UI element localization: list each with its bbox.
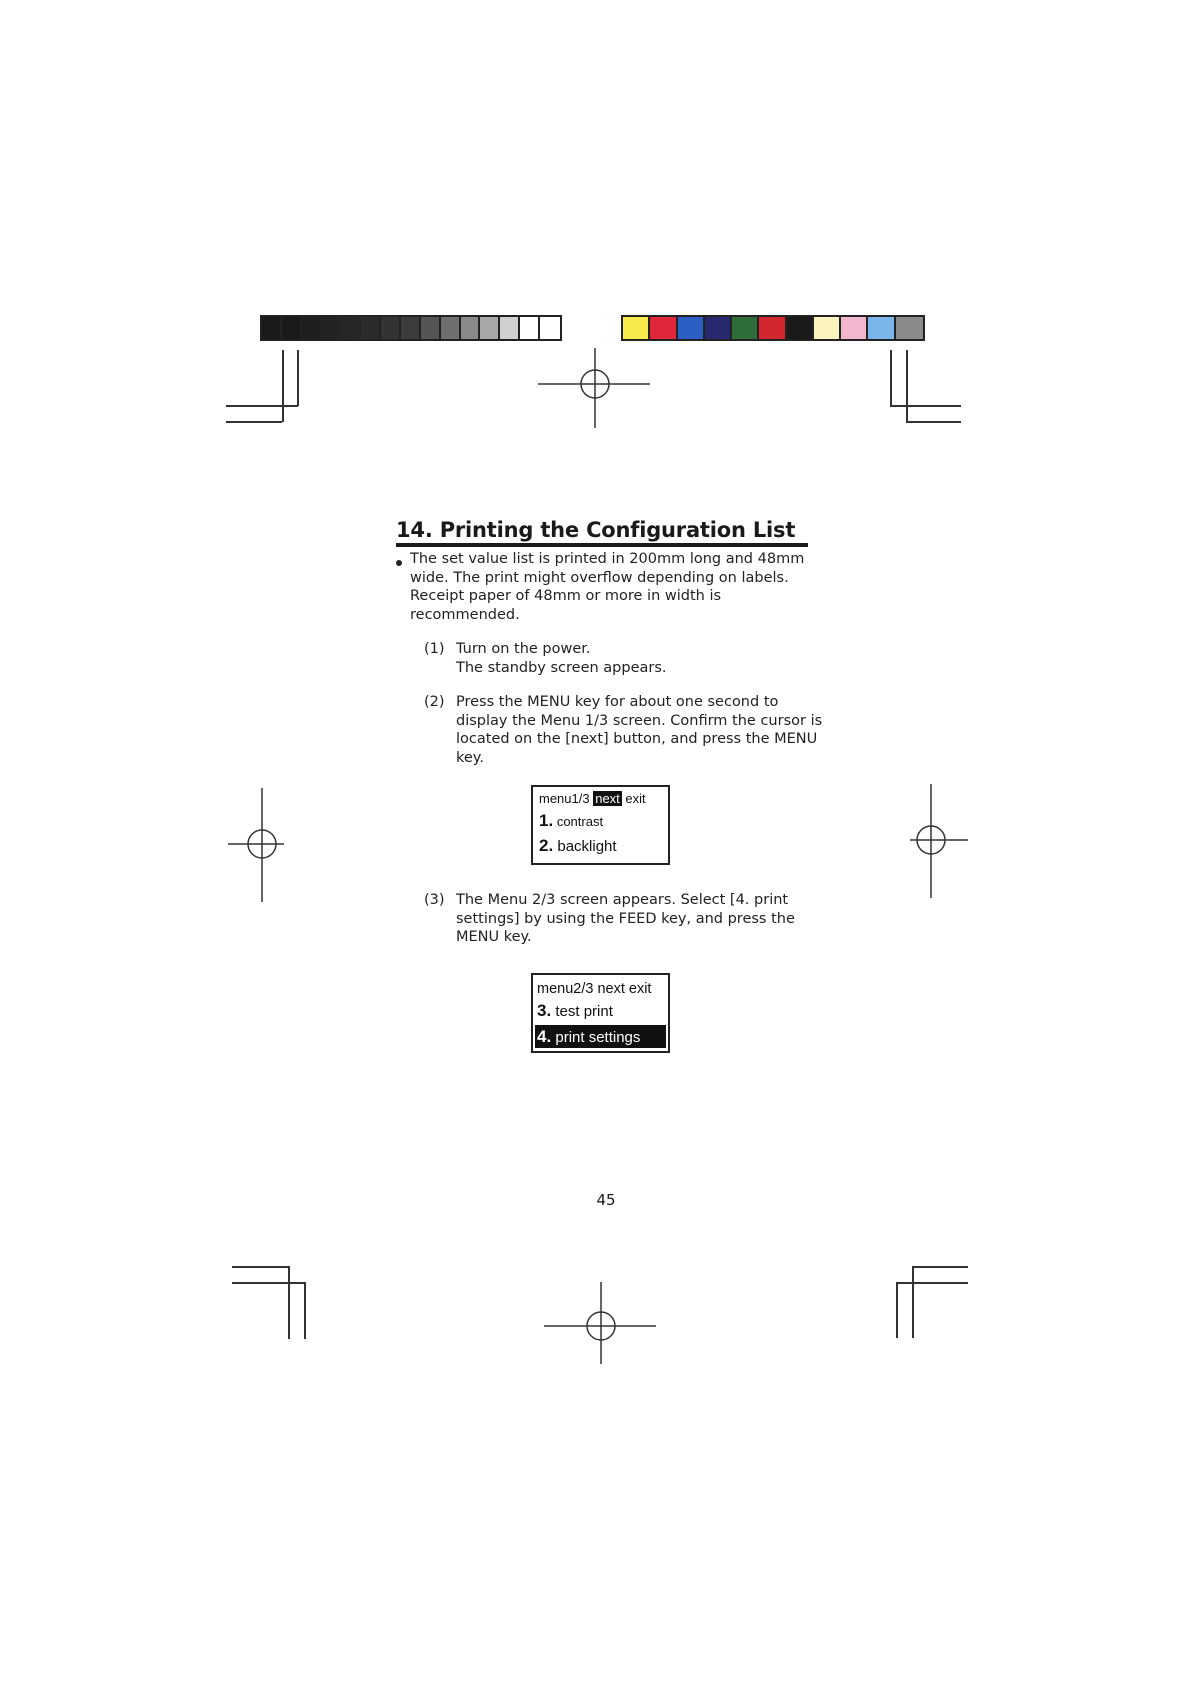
color-swatch [787,317,814,339]
step-text [456,693,826,767]
step-number: (1) [424,641,445,657]
registration-mark-icon [906,784,968,898]
crop-mark [232,1266,288,1268]
crop-mark [304,1282,306,1339]
lcd-header [539,790,646,807]
lcd-menu-item-print-settings[interactable]: 4. print settings [535,1025,666,1048]
crop-mark [282,350,284,422]
color-swatch [759,317,786,339]
step-line: display the Menu 1/3 screen. Confirm the cursor is [456,712,823,729]
step-text [456,891,826,947]
color-swatch [520,317,540,339]
registration-mark-icon [538,348,654,428]
page-number: 45 [596,1191,616,1209]
lcd-menu-item-contrast[interactable]: 1. contrast [539,811,604,830]
section-title: 14. Printing the Configuration List [396,518,808,547]
step-line: The Menu 2/3 screen appears. Select [4. print [456,892,789,908]
color-swatch [262,317,282,339]
crop-mark [906,421,961,423]
color-swatch [401,317,421,339]
step-line: located on the [next] button, and press the MENU [456,731,818,747]
crop-mark [297,350,299,406]
bullet-icon [396,560,402,566]
step-number: (2) [424,694,445,710]
lcd-menu-screen-2 [531,973,670,1053]
color-swatch [341,317,361,339]
color-swatch [421,317,441,339]
crop-mark [288,1266,290,1339]
color-swatch [650,317,677,339]
crop-mark [906,350,908,421]
color-swatch [814,317,841,339]
color-swatch [361,317,381,339]
color-swatch [540,317,560,339]
lcd-next-button[interactable]: next [595,791,620,806]
step-line: The standby screen appears. [456,659,667,676]
crop-mark [896,1282,968,1284]
color-swatch [705,317,732,339]
color-swatch [868,317,895,339]
step-line: settings] by using the FEED key, and press the [456,910,795,927]
lcd-exit-button[interactable]: exit [625,791,646,806]
color-calibration-bar [621,315,925,341]
color-swatch [896,317,923,339]
color-swatch [322,317,342,339]
intro-line: recommended. [410,606,520,623]
lcd-menu-item-test-print[interactable]: 3. test print [537,1001,613,1020]
color-swatch [461,317,481,339]
crop-mark [912,1266,968,1268]
step-line: Press the MENU key for about one second to [456,694,779,710]
crop-mark [896,1282,898,1338]
crop-mark [890,405,961,407]
color-swatch [381,317,401,339]
grayscale-calibration-bar [260,315,562,341]
step-line: key. [456,749,484,766]
crop-mark [226,421,282,423]
crop-mark [890,350,892,405]
color-swatch [841,317,868,339]
registration-mark-icon [228,788,288,902]
lcd-header: menu2/3 next exit [537,981,652,997]
step-line: Turn on the power. [456,641,591,657]
color-swatch [500,317,520,339]
color-swatch [732,317,759,339]
color-swatch [302,317,322,339]
step-number: (3) [424,892,445,908]
color-swatch [441,317,461,339]
color-swatch [282,317,302,339]
lcd-menu-screen-1 [531,785,670,865]
color-swatch [623,317,650,339]
intro-paragraph [410,550,810,624]
intro-line: Receipt paper of 48mm or more in width is [410,588,722,604]
crop-mark [232,1282,304,1284]
lcd-menu-item-backlight[interactable]: 2. backlight [539,836,617,855]
step-text [456,640,816,677]
crop-mark [226,405,298,407]
lcd-menu-page: menu1/3 [539,791,590,806]
intro-line: The set value list is printed in 200mm long and 48mm [410,551,805,567]
intro-line: wide. The print might overflow depending on labels. [410,569,789,586]
step-line: MENU key. [456,929,532,945]
registration-mark-icon [544,1282,660,1364]
color-swatch [678,317,705,339]
color-swatch [480,317,500,339]
crop-mark [912,1266,914,1338]
